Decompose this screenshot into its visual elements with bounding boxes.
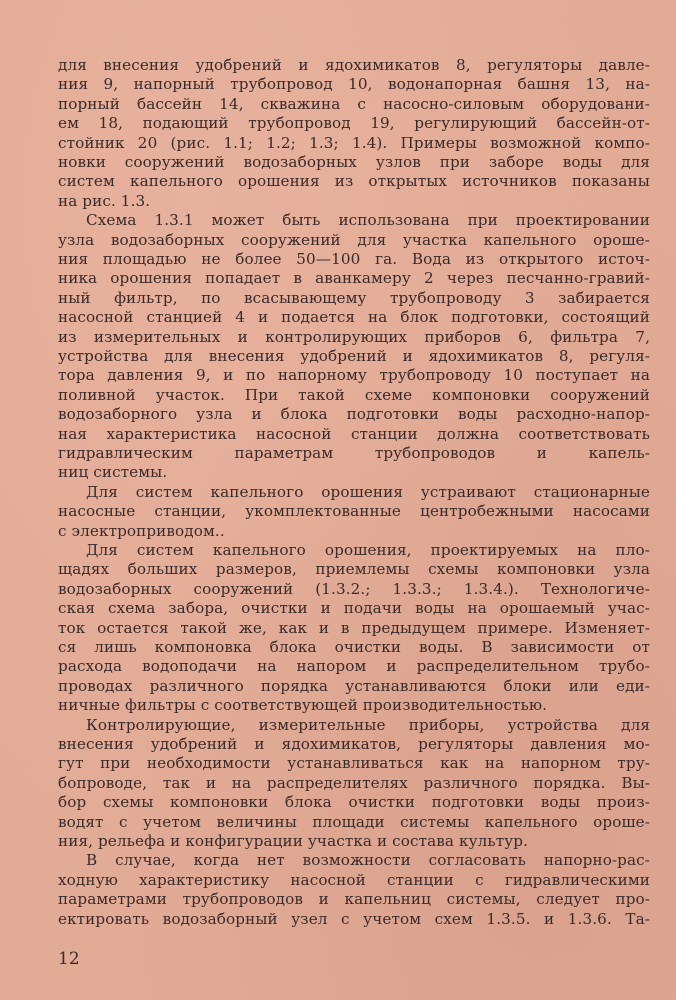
text-line: ток остается такой же, как и в предыдущем примере. Изменяет- [58,618,650,637]
text-line: бор схемы компоновки блока очистки подготовки воды произ- [58,793,650,812]
text-line: водозаборного узла и блока подготовки воды расходно-напор- [58,405,650,424]
text-line: систем капельного орошения из открытых источников показаны [58,172,650,191]
text-line: ния 9, напорный трубопровод 10, водонапорная башня 13, на- [58,75,650,94]
text-line: насосной станцией 4 и подается на блок подготовки, состоящий [58,308,650,327]
text-line: ся лишь компоновка блока очистки воды. В зависимости от [58,638,650,656]
text-line: для внесения удобрений и ядохимикатов 8, регуляторы давле- [58,56,650,74]
text-line: ходную характеристику насосной станции с гидравлическими [58,870,650,889]
text-line: ем 18, подающий трубопровод 19, регулирующий бассейн-от- [58,114,650,133]
text-line: поливной участок. При такой схеме компоновки сооружений [58,385,650,404]
text-line: гидравлическим параметрам трубопроводов и капель- [58,444,650,462]
text-line: ный фильтр, по всасывающему трубопроводу 3 забирается [58,288,650,307]
text-line: ская схема забора, очистки и подачи воды на орошаемый учас- [58,599,650,618]
text-line: ектировать водозаборный узел с учетом схем 1.3.5. и 1.3.6. Та- [58,909,650,928]
text-line: внесения удобрений и ядохимикатов, регуляторы давления мо- [58,735,650,753]
paragraph-first-line: Контролирующие, измерительные приборы, устройства для [86,715,650,734]
page-number: 12 [58,949,80,969]
text-line: устройства для внесения удобрений и ядохимикатов 8, регуля- [58,347,650,365]
text-line: ния, рельефа и конфигурации участка и состава культур. [58,832,529,850]
text-line: узла водозаборных сооружений для участка капельного ороше- [58,230,650,249]
text-line: водозаборных сооружений (1.3.2.; 1.3.3.; 1.3.4.). Технологиче- [58,579,650,598]
text-line: ниц системы. [58,463,168,482]
text-line: расхода водоподачи на напором и распределительном трубо- [58,657,650,676]
text-line: параметрами трубопроводов и капельниц системы, следует про- [58,890,650,909]
paragraph-first-line: Для систем капельного орошения, проектируемых на пло- [86,541,650,559]
text-line: гут при необходимости устанавливаться как на напорном тру- [58,754,650,773]
text-line: ника орошения попадает в аванкамеру 2 через песчанно-гравий- [58,269,650,288]
text-line: проводах различного порядка устанавливаются блоки или еди- [58,676,650,695]
text-line: стойник 20 (рис. 1.1; 1.2; 1.3; 1.4). Примеры возможной компо- [58,133,650,152]
text-line: насосные станции, укомплектованные центробежными насосами [58,502,650,521]
text-line: водят с учетом величины площади системы капельного ороше- [58,812,650,831]
text-line: ния площадью не более 50—100 га. Вода из открытого источ- [58,250,650,268]
paragraph-first-line: Схема 1.3.1 может быть использована при проектировании [86,211,650,230]
text-line: с электроприводом.. [58,521,225,540]
text-line: тора давления 9, и по напорному трубопроводу 10 поступает на [58,366,650,385]
text-line: ная характеристика насосной станции должна соответствовать [58,424,650,443]
text-line: ничные фильтры с соответствующей производительностью. [58,696,548,715]
text-line: бопроводе, так и на распределителях различного порядка. Вы- [58,773,650,792]
text-line: на рис. 1.3. [58,191,151,210]
text-line: из измерительных и контролирующих приборов 6, фильтра 7, [58,327,650,346]
paragraph-first-line: В случае, когда нет возможности согласовать напорно-рас- [86,851,650,870]
text-line: новки сооружений водозаборных узлов при заборе воды для [58,153,650,171]
paragraph-first-line: Для систем капельного орошения устраивают стационарные [86,482,650,501]
text-line: порный бассейн 14, скважина с насосно-силовым оборудовани- [58,94,650,113]
text-line: щадях больших размеров, приемлемы схемы компоновки узла [58,560,650,579]
